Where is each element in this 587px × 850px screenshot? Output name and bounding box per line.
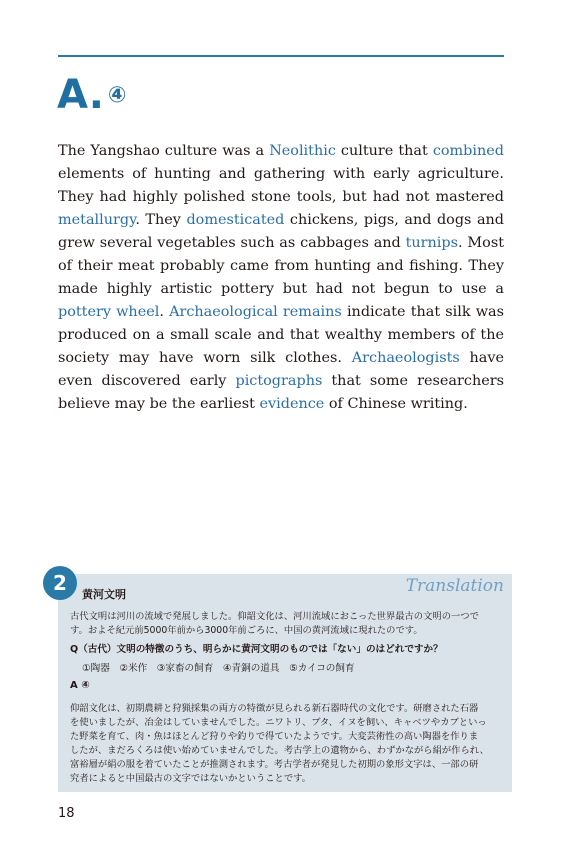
section-number-badge: 2 <box>43 566 77 600</box>
passage-segment: indicate that silk was produced on a small scale and that wealthy members of the society may have worn silk clothes. <box>58 304 505 366</box>
translation-body-line: したが、まだろくろは使い始めていませんでした。考古学上の遺物から、わずかながら絹が作られ、 <box>70 745 489 756</box>
translation-box <box>58 574 512 792</box>
translation-body-line: 究者によると中国最古の文字ではないかということです。 <box>70 773 311 784</box>
translation-title: 黄河文明 <box>82 588 126 601</box>
page-number: 18 <box>58 806 75 821</box>
keyword-term: domesticated <box>186 212 285 228</box>
keyword-term: Neolithic <box>269 143 336 159</box>
keyword-term: combined <box>432 143 504 159</box>
translation-body-line: 富裕層が絹の服を着ていたことが推測されます。考古学者が発見した初期の象形文字は、一部の研 <box>70 759 479 770</box>
translation-intro-line: 古代文明は河川の流域で発展しました。仰韶文化は、河川流域におこった世界最古の文明の一つで <box>70 611 479 622</box>
passage-segment: of Chinese writing. <box>324 396 468 412</box>
answer-letter: A. <box>57 72 104 118</box>
passage-segment: . Most of their meat probably came from hunting and fishing. They made highly artistic pottery but had not begun to use a <box>58 235 504 297</box>
keyword-term: metallurgy <box>58 212 136 228</box>
passage-segment: . They <box>135 212 187 228</box>
keyword-term: evidence <box>259 396 325 412</box>
keyword-term: Archaeological remains <box>169 304 342 320</box>
answer-heading <box>57 70 127 121</box>
translation-body-line: を使いましたが、冶金はしていませんでした。ニワトリ、ブタ、イヌを飼い、キャベツやカブといっ <box>70 717 487 728</box>
top-rule <box>58 55 504 57</box>
passage-segment: The Yangshao culture was a <box>58 143 270 159</box>
translation-question: Q（古代）文明の特徴のうち、明らかに黄河文明のものでは「ない」のはどれですか？ <box>70 644 443 655</box>
translation-options: ①陶器 ②米作 ③家畜の飼育 ④青銅の道具 ⑤カイコの飼育 <box>82 663 355 674</box>
passage-segment: chickens, pigs, and dogs and grew several vegetables such as cabbages and <box>58 212 504 251</box>
keyword-term: pictographs <box>235 373 323 389</box>
translation-answer: A ④ <box>70 680 90 691</box>
passage-segment: . <box>159 304 170 320</box>
passage-segment: that some researchers believe may be the earliest <box>58 373 504 412</box>
translation-body-line: 仰韶文化は、初期農耕と狩猟採集の両方の特徴が見られる新石器時代の文化です。研磨された石器 <box>70 703 479 714</box>
passage-segment: culture that <box>335 143 433 159</box>
keyword-term: pottery wheel <box>58 304 160 320</box>
translation-intro-line: す。およそ紀元前5000年前から3000年前ごろに、中国の黄河流域に現れたのです。 <box>70 625 423 636</box>
answer-number: ④ <box>107 83 127 108</box>
keyword-term: Archaeologists <box>351 350 460 366</box>
passage-text <box>58 140 504 416</box>
passage-segment: have even discovered early <box>58 350 504 389</box>
passage-segment: elements of hunting and gathering with early agriculture. They had highly polished stone tools, but had not mastered <box>58 166 504 205</box>
translation-body-line: た野菜を育て、肉・魚はほとんど狩りや釣りで得ていたようです。大変芸術性の高い陶器を作りま <box>70 731 479 742</box>
keyword-term: turnips <box>405 235 459 251</box>
translation-label: Translation <box>405 576 504 596</box>
